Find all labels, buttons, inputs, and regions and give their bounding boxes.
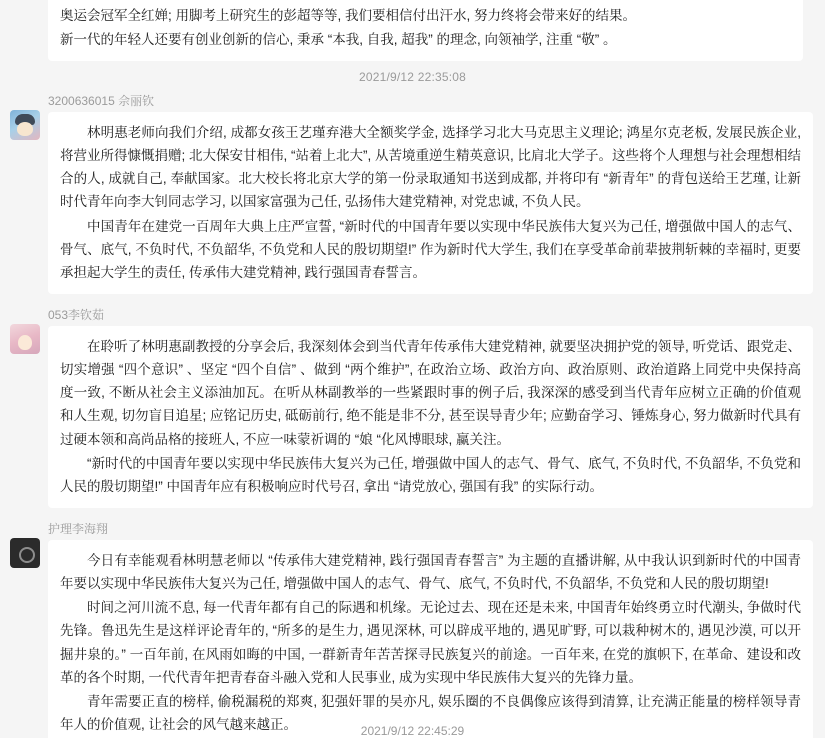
sender-name: 053李钦茹 (48, 308, 105, 323)
message-body (48, 522, 813, 738)
message-bubble[interactable] (48, 0, 803, 61)
chat-message[interactable] (0, 522, 825, 738)
message-bubble[interactable] (48, 326, 813, 509)
chat-message[interactable] (0, 308, 825, 508)
message-paragraph: “新时代的中国青年要以实现中华民族伟大复兴为己任, 增强做中国人的志气、骨气、底气, 不负时代, 不负韶华, 不负党和人民的殷切期望!” 中国青年应有积极响应时代号召, 拿出 “请党放心, 强国有我” 的实际行动。 (60, 455, 801, 495)
partial-message (0, 0, 825, 61)
message-paragraph: 林明惠老师向我们介绍, 成都女孩王艺瑾弃港大全额奖学金, 选择学习北大马克思主义理论; 鸿星尔克老板, 发展民族企业, 将营业所得慷慨捐赠; 北大保安甘相伟, “站着上北大”, 从苦境重逆生精英意识, 比肩北大学子。这些将个人理想与社会理想相结合的人, 成就自己, 奉献国家。北大校长将北京大学的第一份录取通知书送到成都, 并将印有 “新青年” 的背包送给王艺瑾, 让新时代青年向李大钊同志学习, 以国家富强为己任, 弘扬伟大建党精神, 对党忠诚, 不负人民。 (60, 124, 801, 210)
message-bubble[interactable] (48, 112, 813, 295)
message-bubble[interactable] (48, 540, 813, 738)
avatar[interactable] (10, 538, 40, 568)
message-line: 新一代的年轻人还要有创业创新的信心, 秉承 “本我, 自我, 超我” 的理念, 向领袖学, 注重 “敬” 。 (60, 32, 617, 48)
sender-name: 护理李海翔 (48, 522, 109, 537)
timestamp-divider: 2021/9/12 22:35:08 (358, 70, 467, 85)
message-body (48, 94, 813, 294)
message-body (48, 308, 813, 508)
message-paragraph: 青年需要正直的榜样, 偷税漏税的郑爽, 犯强奸罪的吴亦凡, 娱乐圈的不良偶像应该得到清算, 让充满正能量的榜样领导青年人的价值观, 让社会的风气越来越正。 (60, 693, 801, 733)
message-paragraph: 今日有幸能观看林明慧老师以 “传承伟大建党精神, 践行强国青春誓言” 为主题的直播讲解, 从中我认识到新时代的中国青年要以实现中华民族伟大复兴为己任, 增强做中国人的志气、骨气、底气, 不负时代, 不负韶华, 不负党和人民的殷切期望! (60, 552, 801, 591)
chat-message[interactable] (0, 94, 825, 294)
avatar[interactable] (10, 110, 40, 140)
message-paragraph: 中国青年在建党一百周年大典上庄严宣誓, “新时代的中国青年要以实现中华民族伟大复兴为己任, 增强做中国人的志气、骨气、底气, 不负时代, 不负韶华, 不负党和人民的殷切期望!” 作为新时代大学生, 我们在享受革命前辈披荆斩棘的幸福时, 更要承担起大学生的责任, 传承伟大建党精神, 践行强国青春誓言。 (60, 218, 801, 281)
message-paragraph: 在聆听了林明惠副教授的分享会后, 我深刻体会到当代青年传承伟大建党精神, 就要坚决拥护党的领导, 听党话、跟党走、切实增强 “四个意识” 、坚定 “四个自信” 、做到 “两个维护”, 在政治立场、政治方向、政治原则、政治道路上同党中央保持高度一致, 不断从社会主义添油加瓦。在听从林副教举的一些紧跟时事的例子后, 我深深的感受到当代青年应树立正确的价值观和人生观, 切勿盲目追星; 应铭记历史, 砥砺前行, 绝不能是非不分, 甚至误导青少年; 应勤奋学习、锤炼身心, 努力做新时代具有过硬本领和高尚品格的接班人, 不应一味蒙祈调的 “娘 “化风博眼球, 赢关注。 (60, 338, 802, 447)
message-paragraph: 时间之河川流不息, 每一代青年都有自己的际遇和机缘。无论过去、现在还是未来, 中国青年始终勇立时代潮头, 争做时代先锋。鲁迅先生是这样评论青年的, “所多的是生力, 遇见深林, 可以辟成平地的, 遇见旷野, 可以栽种树木的, 遇见沙漠, 可以开掘井泉的。” 一百年前, 在风雨如晦的中国, 一群新青年苦苦探寻民族复兴的前途。一百年来, 在党的旗帜下, 在革命、建设和改革的各个时期, 一代代青年把青春奋斗融入党和人民事业, 成为实现中华民族伟大复兴的先锋力量。 (60, 600, 801, 685)
message-line: 奥运会冠军全红婵; 用脚考上研究生的彭超等等, 我们要相信付出汗水, 努力终将会带来好的结果。 (60, 8, 637, 23)
sender-name: 3200636015 佘丽钦 (48, 94, 155, 109)
timestamp-divider-bottom: 2021/9/12 22:45:29 (360, 724, 465, 738)
avatar[interactable] (10, 324, 40, 354)
